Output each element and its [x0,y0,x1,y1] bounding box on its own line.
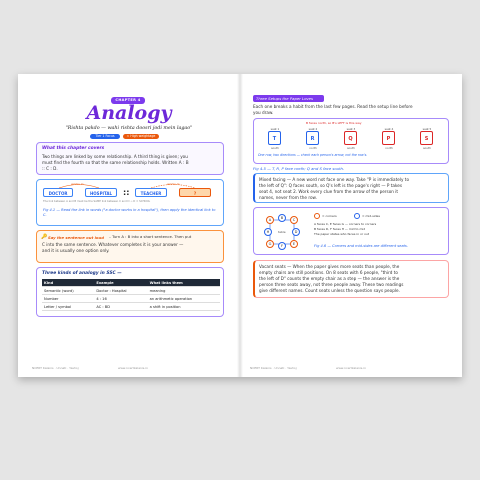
covers-header: What this chapter covers [42,146,105,151]
tip-header: Say the sentence out loud [48,235,104,240]
weightage-pill: ≈ High weightage [123,134,159,139]
table-header: Three kinds of analogy in SSC — [42,271,122,276]
table-header-row [42,279,220,287]
seat-node-g: G [266,240,274,248]
vacant-text-5: give different names. Count seats unless the question says people. [259,288,400,293]
seat-row [254,119,450,165]
seat-p: P [382,131,395,145]
key-icon: 🔑 [41,234,48,240]
works-in-label-2: works in [167,182,180,186]
seat-r: R [306,131,319,145]
tip-text-3: and it is usually one option only. [42,248,110,253]
figure-caption-4-5: Fig 4.5 — T, R, P face north; Q and S face south. [253,166,345,171]
legend-corners: = corners [322,214,337,218]
col-example: Example [94,279,147,287]
covers-text-1: Two things are linked by some relationship. A third thing is given; you [42,154,188,159]
kinds-table-box [36,267,224,317]
right-page [240,74,462,377]
seat-number-label: seat 2 [308,127,318,131]
seats-box [253,118,449,164]
seat-number-label: seat 3 [346,127,356,131]
vacant-text-4: person three seats away, not three people away. These two readings [259,282,404,287]
tip-text-2: C into the same sentence. Whatever completes it is your answer — [42,242,184,247]
seats-top-caption: B faces north, so B's LEFT is this way [306,121,362,125]
mixed-text-3: seat 4, not seat 2. Work every clue from the arrow of the person it [259,189,399,194]
footer-right-url: www.ncertkalanis.in [336,366,367,370]
seat-direction-label: south [271,146,279,150]
seat-node-e: E [290,240,298,248]
seat-node-d: D [292,228,300,236]
footer-left-text: NCERT Kalanis · Unnati · Yashoj [32,366,79,370]
vacant-seats-box [253,260,449,298]
table-cell: Letter / symbol [42,303,94,311]
table-cell: an arithmetic operation [148,295,220,303]
link-arrows [37,180,225,200]
mixed-text-4: names, never from the row. [259,195,317,200]
table-row [42,295,220,303]
table-row [42,303,220,311]
covers-text-2: must find the fourth so that the same relationship holds. Written A : B [42,160,189,165]
analogy-separator: :: [123,188,130,197]
node-doctor: DOCTOR [43,188,73,197]
figure-caption-4-1: Fig 4.1 — Read the link in words ("a doctor works in a hospital"), then apply the identical link to C. [43,208,216,217]
circle-line-1: A faces C, E faces G — corners to corners [314,222,377,226]
seat-node-a: A [266,216,274,224]
seat-node-b: B [278,214,286,222]
corner-legend-icon [314,213,320,219]
vacant-text-2: empty chairs are still positions. On 8 seats with 6 people, "third to [259,270,398,275]
chapter-label: CHAPTER 4 [111,97,145,104]
col-kind: Kind [42,279,94,287]
node-answer: ? [179,188,211,197]
tip-text-1: – Turn A : B into a short sentence. Then put [109,234,192,239]
node-hospital: HOSPITAL [85,188,117,197]
table-cell: 4 : 16 [94,295,147,303]
vacant-text-1: Vacant seats — When the paper gives more seats than people, the [259,264,400,269]
seat-direction-label: south [347,146,355,150]
seat-direction-label: south [423,146,431,150]
seat-t: T [268,131,281,145]
circle-line-3: The paper states who faces in or out [314,232,370,236]
section-header-pill: Three Setups the Paper Loves [253,95,324,102]
seat-number-label: seat 5 [422,127,432,131]
circle-line-2: B faces D, F faces H — mid to mid [314,227,366,231]
table-cell: meaning [148,287,220,295]
seats-note: One row, two directions — check each person's arrow, not the row's. [258,153,368,157]
seat-node-c: C [290,216,298,224]
mixed-text-1: Mixed facing — A new word not face one way. Take "P is immediately to [259,177,410,182]
table-center-label: table [278,230,286,234]
col-link: What links them [148,279,220,287]
table-cell: Doctor : Hospital [94,287,147,295]
covers-text-3: :: C : D. [42,166,58,171]
table-row [42,287,220,295]
mid-legend-icon [354,213,360,219]
figure-caption-4-6: Fig 4.6 — Corners and mid-sides are different seats. [314,244,408,248]
tip-box [36,230,224,263]
intro-text-1: Each one breaks a habit from the last few pages. Read the setup line before [253,104,413,109]
diagram-small-caption: The link between A and B must be the SAME link between C and D → D = SCHOOL [43,200,151,203]
seat-node-h: H [264,228,272,236]
circle-arrangement-box [253,207,449,255]
chapter-title: Analogy [86,102,172,124]
chapter-subtitle: "Rishta pakdo — wahi rishta doosri jodi mein lagao" [65,126,193,131]
seat-direction-label: north [309,146,317,150]
footer-right-text: NCERT Kalanis · Unnati · Yashoj [250,366,297,370]
legend-mid-sides: = mid-sides [362,214,380,218]
chapter-covers-box [36,142,224,175]
analogy-diagram-box [36,179,224,226]
tier-pill: Tier 1 Focus [90,134,120,139]
intro-text-2: you draw. [253,110,274,115]
table-cell: a shift in position [148,303,220,311]
table-cell: Number [42,295,94,303]
vacant-text-3: the left of D" counts the empty chair as a step — the answer is the [259,276,400,281]
seat-node-f: F [278,242,286,250]
footer-left-url: www.ncertkalanis.in [118,366,149,370]
mixed-text-2: the left of Q": Q faces south, so Q's left is the page's right — P takes [259,183,402,188]
book-spine [237,74,243,377]
seat-number-label: seat 4 [384,127,394,131]
table-cell: Semantic (word) [42,287,94,295]
works-in-label-1: works in [71,182,84,186]
seat-s: S [420,131,433,145]
left-page [18,74,240,377]
seat-q: Q [344,131,357,145]
seat-number-label: seat 1 [270,127,280,131]
seat-direction-label: north [385,146,393,150]
kinds-table [42,279,220,311]
node-teacher: TEACHER [135,188,167,197]
table-cell: AC : BD [94,303,147,311]
mixed-facing-box [253,173,449,203]
open-book [18,74,462,377]
seat-circles [262,212,302,252]
